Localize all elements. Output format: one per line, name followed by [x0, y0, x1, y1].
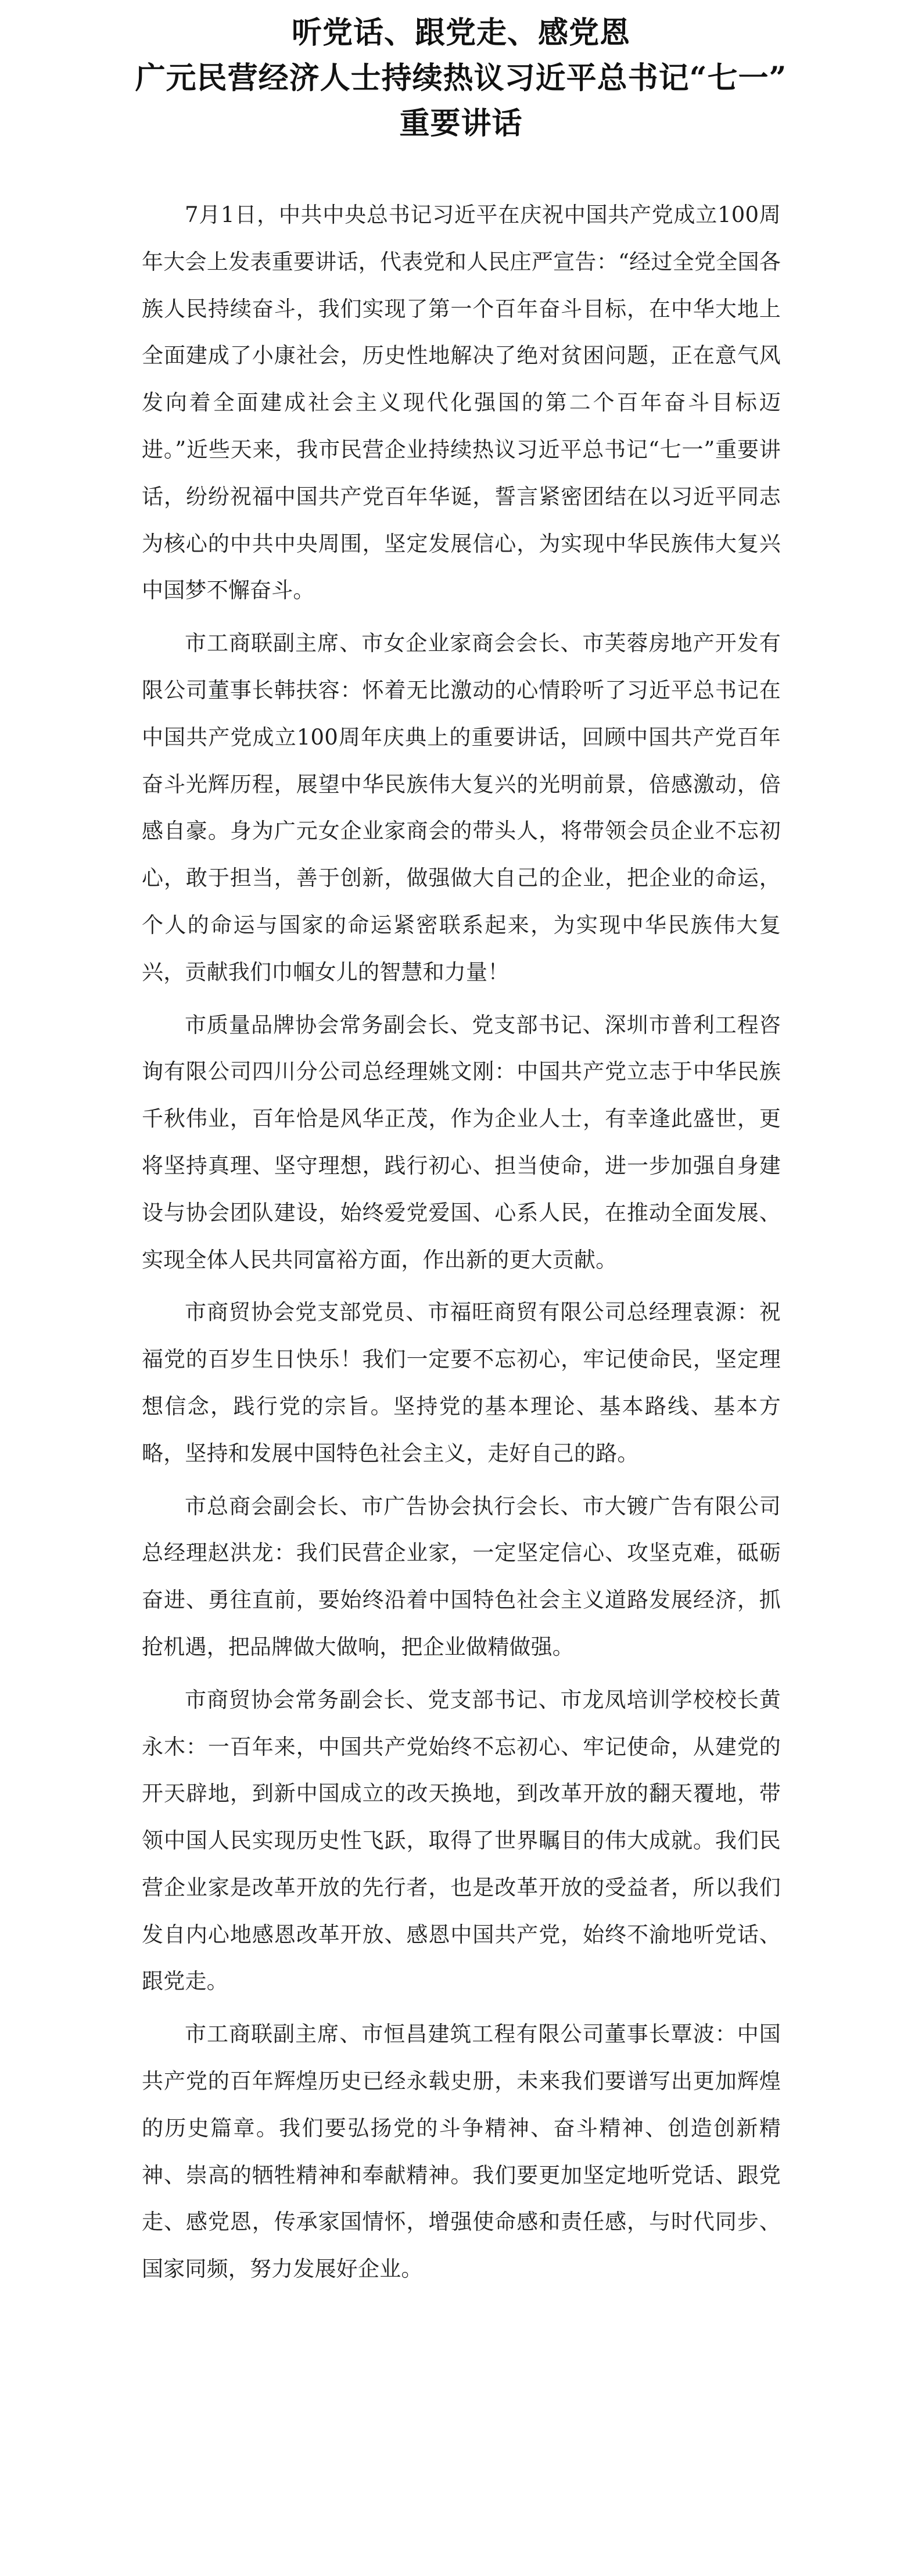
paragraph-huang-yongmu: 市商贸协会常务副会长、党支部书记、市龙凤培训学校校长黄永木：一百年来，中国共产党始终不忘初心、牢记使命，从建党的开天辟地，到新中国成立的改天换地，到改革开放的翻天覆地，带领中国人民实现历史性飞跃，取得了世界瞩目的伟大成就。我们民营企业家是改革开放的先行者，也是改革开放的受益者，所以我们发自内心地感恩改革开放、感恩中国共产党，始终不渝地听党话、跟党走。: [142, 1687, 781, 1994]
paragraph-zhao-honglong: 市总商会副会长、市广告协会执行会长、市大镀广告有限公司总经理赵洪龙：我们民营企业家，一定坚定信心、攻坚克难，砥砺奋进、勇往直前，要始终沿着中国特色社会主义道路发展经济，抓抢机遇，把品牌做大做响，把企业做精做强。: [142, 1493, 781, 1659]
paragraph-intro: 7月1日，中共中央总书记习近平在庆祝中国共产党成立100周年大会上发表重要讲话，代表党和人民庄严宣告：“经过全党全国各族人民持续奋斗，我们实现了第一个百年奋斗目标，在中华大地上全面建成了小康社会，历史性地解决了绝对贫困问题，正在意气风发向着全面建成社会主义现代化强国的第二个百年奋斗目标迈进。”近些天来，我市民营企业持续热议习近平总书记“七一”重要讲话，纷纷祝福中国共产党百年华诞，誓言紧密团结在以习近平同志为核心的中共中央周围，坚定发展信心，为实现中华民族伟大复兴中国梦不懈奋斗。: [142, 202, 781, 603]
paragraph-yuan-yuan: 市商贸协会党支部党员、市福旺商贸有限公司总经理袁源：祝福党的百岁生日快乐！我们一定要不忘初心，牢记使命民，坚定理想信念，践行党的宗旨。坚持党的基本理论、基本路线、基本方略，坚持和发展中国特色社会主义，走好自己的路。: [142, 1300, 781, 1466]
article-body: [142, 192, 781, 2299]
title-line-main: 听党话、跟党走、感党恩: [291, 15, 630, 51]
paragraph-qin-bo: 市工商联副主席、市恒昌建筑工程有限公司董事长覃波：中国共产党的百年辉煌历史已经永载史册，未来我们要谱写出更加辉煌的历史篇章。我们要弘扬党的斗争精神、奋斗精神、创造创新精神、崇高的牺牲精神和奉献精神。我们要更加坚定地听党话、跟党走、感党恩，传承家国情怀，增强使命感和责任感，与时代同步、国家同频，努力发展好企业。: [142, 2022, 781, 2282]
article-title: [49, 10, 874, 146]
paragraph-yao-wengang: 市质量品牌协会常务副会长、党支部书记、深圳市普利工程咨询有限公司四川分公司总经理姚文刚：中国共产党立志于中华民族千秋伟业，百年恰是风华正茂，作为企业人士，有幸逢此盛世，更将坚持真理、坚守理想，践行初心、担当使命，进一步加强自身建设与协会团队建设，始终爱党爱国、心系人民，在推动全面发展、实现全体人民共同富裕方面，作出新的更大贡献。: [142, 1012, 781, 1272]
title-line-subtitle: 广元民营经济人士持续热议习近平总书记“七一”: [135, 60, 787, 96]
title-line-subtitle-cont: 重要讲话: [399, 106, 523, 141]
paragraph-han-furong: 市工商联副主席、市女企业家商会会长、市芙蓉房地产开发有限公司董事长韩扶容：怀着无比激动的心情聆听了习近平总书记在中国共产党成立100周年庆典上的重要讲话，回顾中国共产党百年奋斗光辉历程，展望中华民族伟大复兴的光明前景，倍感激动，倍感自豪。身为广元女企业家商会的带头人，将带领会员企业不忘初心，敢于担当，善于创新，做强做大自己的企业，把企业的命运，个人的命运与国家的命运紧密联系起来，为实现中华民族伟大复兴，贡献我们巾帼女儿的智慧和力量！: [142, 631, 781, 985]
